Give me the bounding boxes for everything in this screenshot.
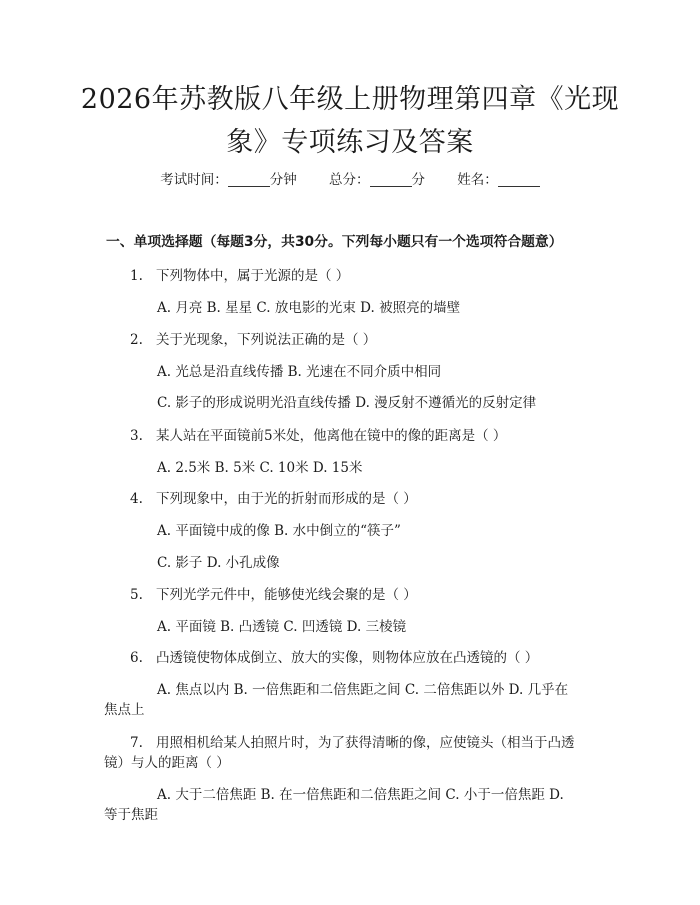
name-blank <box>498 172 540 187</box>
question-5 <box>130 583 417 603</box>
question-7-options-line-1: A. 大于二倍焦距 B. 在一倍焦距和二倍焦距之间 C. 小于一倍焦距 D. <box>157 787 564 803</box>
exam-time-unit: 分钟 <box>269 172 297 188</box>
question-6-options-line-1: A. 焦点以内 B. 一倍焦距和二倍焦距之间 C. 二倍焦距以外 D. 几乎在 <box>157 682 569 698</box>
question-7 <box>130 731 575 751</box>
question-number: 3. <box>130 428 143 444</box>
total-score-label: 总分： <box>329 172 370 188</box>
question-number: 5. <box>130 587 143 603</box>
question-1 <box>130 264 349 284</box>
question-4-options-line-2: C. 影子 D. 小孔成像 <box>157 555 280 571</box>
question-stem: 某人站在平面镜前5米处，他离他在镜中的像的距离是（ ） <box>156 428 507 444</box>
question-number: 7. <box>130 735 143 751</box>
question-number: 1. <box>130 268 143 284</box>
total-score-field <box>329 172 425 188</box>
total-score-blank <box>370 172 412 187</box>
title-line-1: 2026年苏教版八年级上册物理第四章《光现 <box>80 84 620 115</box>
question-stem: 用照相机给某人拍照片时，为了获得清晰的像，应使镜头（相当于凸透 <box>156 735 575 751</box>
exam-info <box>0 168 700 188</box>
question-5-options: A. 平面镜 B. 凸透镜 C. 凹透镜 D. 三棱镜 <box>157 619 407 635</box>
question-stem: 关于光现象，下列说法正确的是（ ） <box>156 332 377 348</box>
question-2-options-line-2: C. 影子的形成说明光沿直线传播 D. 漫反射不遵循光的反射定律 <box>157 395 537 411</box>
total-score-unit: 分 <box>411 172 425 188</box>
exam-time-field <box>160 172 297 188</box>
question-2-options-line-1: A. 光总是沿直线传播 B. 光速在不同介质中相同 <box>157 364 442 380</box>
question-stem: 下列光学元件中，能够使光线会聚的是（ ） <box>156 587 417 603</box>
title-line-2: 象》专项练习及答案 <box>226 127 474 158</box>
question-6-options-line-2: 焦点上 <box>104 702 145 718</box>
question-7-options-line-2: 等于焦距 <box>104 807 158 823</box>
question-number: 2. <box>130 332 143 348</box>
question-2 <box>130 328 376 348</box>
question-stem: 下列物体中，属于光源的是（ ） <box>156 268 350 284</box>
exam-time-label: 考试时间： <box>160 172 228 188</box>
question-stem: 下列现象中，由于光的折射而形成的是（ ） <box>156 491 417 507</box>
document-title <box>60 78 640 164</box>
question-3-options: A. 2.5米 B. 5米 C. 10米 D. 15米 <box>157 460 363 476</box>
question-4 <box>130 487 417 507</box>
question-number: 4. <box>130 491 143 507</box>
question-7-stem-continued: 镜）与人的距离（ ） <box>104 755 230 771</box>
question-3 <box>130 424 506 444</box>
question-number: 6. <box>130 650 143 666</box>
section-1-heading: 一、单项选择题（每题3分，共30分。下列每小题只有一个选项符合题意） <box>106 234 563 250</box>
exam-time-blank <box>228 172 270 187</box>
question-4-options-line-1: A. 平面镜中成的像 B. 水中倒立的“筷子” <box>157 523 401 539</box>
question-6 <box>130 646 538 666</box>
question-stem: 凸透镜使物体成倒立、放大的实像，则物体应放在凸透镜的（ ） <box>156 650 539 666</box>
name-label: 姓名： <box>457 172 498 188</box>
name-field <box>457 172 540 188</box>
question-1-options: A. 月亮 B. 星星 C. 放电影的光束 D. 被照亮的墙壁 <box>157 300 461 316</box>
